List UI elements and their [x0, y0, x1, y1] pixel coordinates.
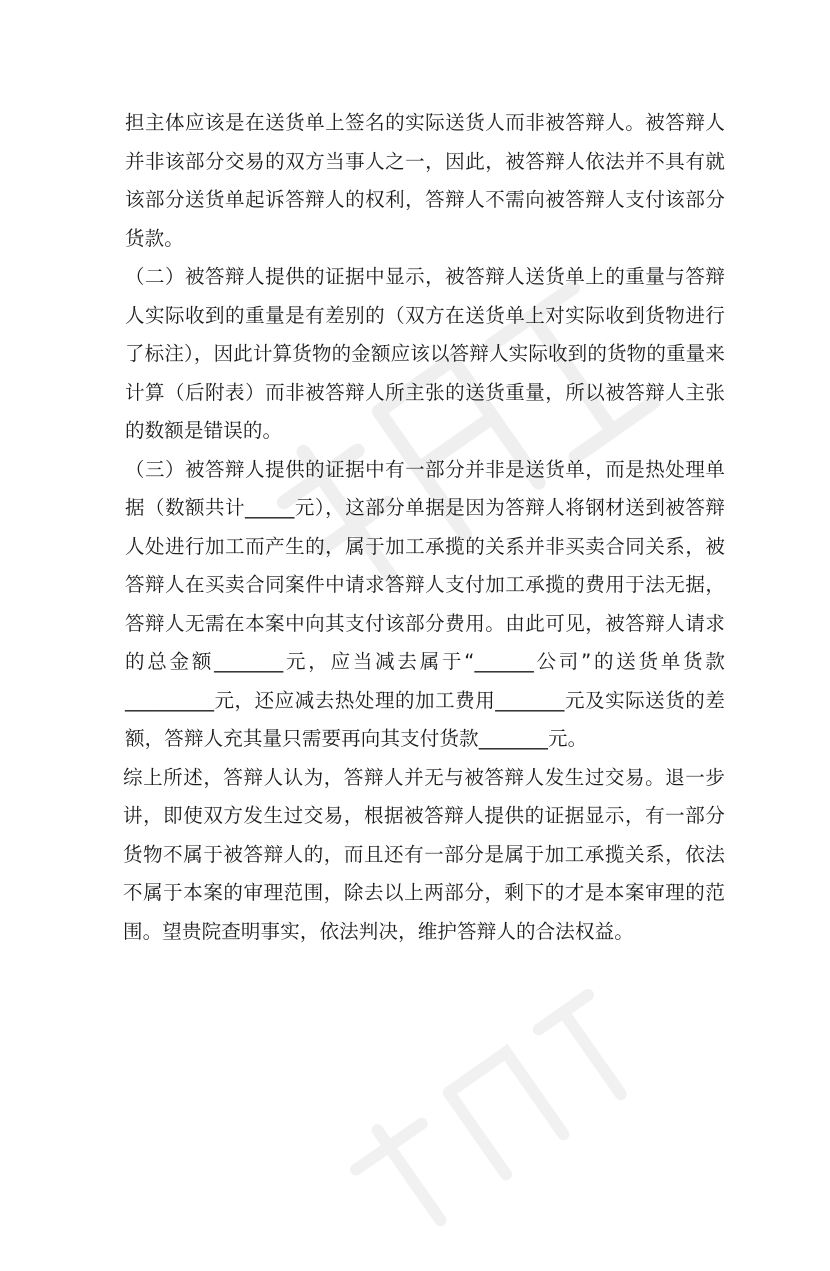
watermark-logo-bottom [317, 959, 673, 1271]
paragraph-3: （三）被答辩人提供的证据中有一部分并非是送货单，而是热处理单据（数额共计_____元），这部分单据是因为答辩人将钢材送到被答辩人处进行加工而产生的，属于加工承揽的关系并非买卖合同关系，被答辩人在买卖合同案件中请求答辩人支付加工承揽的费用于法无据，答辩人无需在本案中向其支付该部分费用。由此可见，被答辩人请求的总金额_______元，应当减去属于“______公司”的送货单货款_________元，还应减去热处理的加工费用_______元及实际送货的差额，答辩人充其量只需要再向其支付货款_______元。 [125, 457, 725, 750]
paragraph-1: 担主体应该是在送货单上签名的实际送货人而非被答辩人。被答辩人并非该部分交易的双方当事人之一，因此，被答辩人依法并不具有就该部分送货单起诉答辩人的权利，答辩人不需向被答辩人支付该部分货款。 [125, 111, 725, 250]
paragraph-4: 综上所述，答辩人认为，答辩人并无与被答辩人发生过交易。退一步讲，即使双方发生过交易，根据被答辩人提供的证据显示，有一部分货物不属于被答辩人的，而且还有一部分是属于加工承揽关系，依法不属于本案的审理范围，除去以上两部分，剩下的才是本案审理的范围。望贵院查明事实，依法判决，维护答辩人的合法权益。 [123, 765, 725, 943]
paragraph-2: （二）被答辩人提供的证据中显示，被答辩人送货单上的重量与答辩人实际收到的重量是有差别的（双方在送货单上对实际收到货物进行了标注），因此计算货物的金额应该以答辩人实际收到的货物的重量来计算（后附表）而非被答辩人所主张的送货重量，所以被答辩人主张的数额是错误的。 [125, 265, 725, 442]
document-body [125, 104, 725, 951]
